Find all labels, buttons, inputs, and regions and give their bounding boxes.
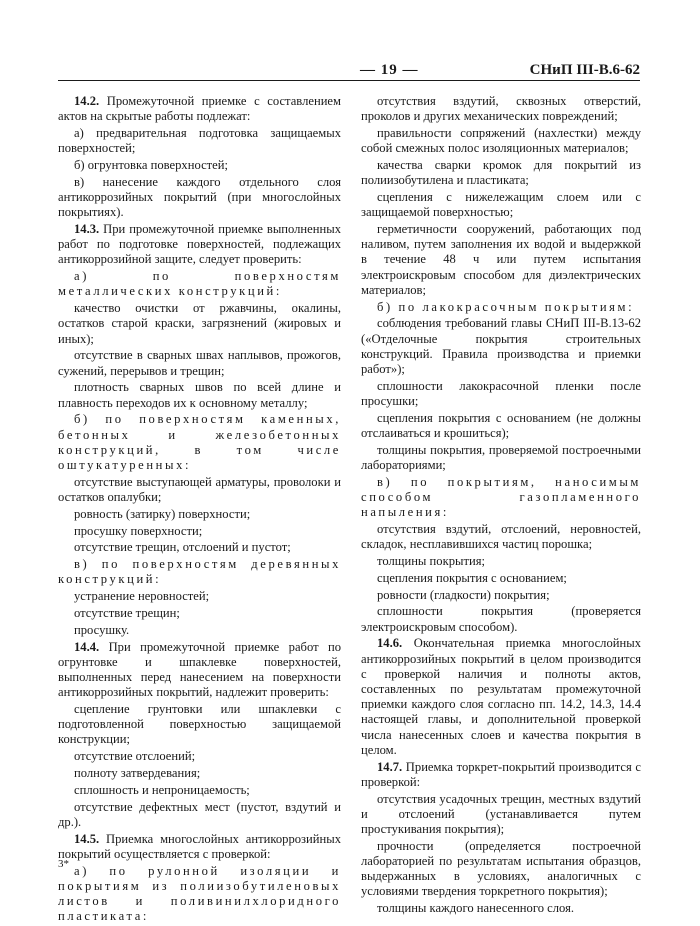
paragraph-text: отсутствие в сварных швах наплывов, прожогов, сужений, перерывов и трещин; (58, 348, 341, 378)
paragraph (58, 623, 341, 638)
paragraph-text: ровность (затирку) поверхности; (74, 506, 251, 521)
paragraph-text: б) огрунтовка поверхностей; (74, 158, 228, 172)
paragraph (361, 300, 641, 315)
paragraph (58, 269, 341, 299)
paragraph-text: а) по рулонной изоляции и покрытиям из полиизобутиленовых листов и поливинилхлоридного пластиката: (58, 863, 341, 924)
paragraph-text: устранение неровностей; (74, 589, 210, 604)
paragraph-text: а) по поверхностям металлических конструкций: (58, 269, 341, 299)
paragraph (58, 606, 341, 621)
signature-mark: 3* (58, 858, 69, 870)
numbered-clause (361, 636, 641, 758)
paragraph (58, 126, 341, 156)
paragraph (361, 475, 641, 521)
paragraph (361, 222, 641, 298)
paragraph-text: сцепление грунтовки или шпаклевки с подготовленной поверхностью защищаемой конструкции; (58, 702, 341, 747)
paragraph-text: в) по поверхностям деревянных конструкций: (58, 557, 341, 587)
paragraph-text: просушку поверхности; (74, 523, 203, 538)
paragraph-text: сцепления покрытия с основанием (не должны отслаиваться и крошиться); (361, 410, 641, 441)
paragraph (58, 412, 341, 473)
paragraph-text: просушку. (74, 622, 130, 637)
paragraph-text: отсутствие трещин, отслоений и пустот; (74, 540, 291, 555)
paragraph (58, 475, 341, 505)
paragraph-text: отсутствие выступающей арматуры, проволоки и остатков опалубки; (58, 474, 341, 505)
paragraph-text: правильности сопряжений (нахлестки) между собой смежных полос изоляционных материалов; (361, 126, 641, 156)
paragraph (361, 158, 641, 188)
clause-number: 14.3. (74, 222, 100, 236)
paragraph (58, 348, 341, 378)
paragraph (58, 766, 341, 781)
paragraph-text: отсутствие дефектных мест (пустот, вздутий и др.). (58, 799, 341, 829)
paragraph-text: сплошности покрытия (проверяется электроискровым способом). (361, 604, 641, 634)
paragraph-text: качества сварки кромок для покрытий из полиизобутилена и пластиката; (361, 158, 641, 188)
paragraph-text: отсутствие трещин; (74, 606, 180, 620)
paragraph-text: полноту затвердевания; (74, 766, 201, 780)
paragraph (58, 524, 341, 539)
clause-number: 14.4. (74, 639, 100, 654)
paragraph-text: При промежуточной приемке работ по огрунтовке и шпаклевке поверхностей, выполненных перед нанесением на поверхности антикоррозийных покрытий, надлежит проверить: (58, 639, 341, 700)
page-number: — 19 — (360, 62, 419, 78)
paragraph (361, 379, 641, 409)
paragraph (58, 158, 341, 173)
paragraph-text: толщины покрытия; (377, 554, 485, 569)
paragraph-text: отсутствие отслоений; (74, 749, 196, 764)
paragraph-text: в) нанесение каждого отдельного слоя антикоррозийных покрытий (при многослойных покрытиях). (58, 174, 341, 220)
paragraph (58, 540, 341, 555)
paragraph (58, 301, 341, 347)
paragraph (361, 792, 641, 838)
paragraph (361, 443, 641, 473)
document-code: СНиП III-В.6-62 (529, 62, 640, 78)
paragraph (361, 554, 641, 569)
paragraph-text: Окончательная приемка многослойных антикоррозийных покрытий в целом производится с проверкой наличия и полноты актов, составленных по результатам промежуточной приемки каждого слоя согласно пп. 14.2, 14.3, 14.4 настоящей главы, и дополнительной проверкой числа нанесенных слоев и качества покрытия в целом. (361, 636, 641, 757)
clause-number: 14.6. (377, 636, 403, 651)
paragraph (58, 175, 341, 221)
paragraph-text: ровности (гладкости) покрытия; (377, 587, 550, 602)
paragraph (361, 522, 641, 552)
paragraph-text: сплошность и непроницаемость; (74, 782, 250, 797)
paragraph (58, 702, 341, 748)
paragraph (361, 604, 641, 634)
paragraph-text: герметичности сооружений, работающих под наливом, путем заполнения их водой и выдержкой в течение 48 ч или путем испытания электроискровым способом для диэлектрических материалов; (361, 222, 641, 297)
numbered-clause (58, 222, 341, 268)
paragraph-text: При промежуточной приемке выполненных работ по подготовке поверхностей, подлежащих антикоррозийной защите, следует проверить: (58, 222, 341, 267)
paragraph (58, 864, 341, 925)
paragraph (58, 507, 341, 522)
paragraph (58, 589, 341, 604)
paragraph (58, 380, 341, 410)
paragraph-text: б) по лакокрасочным покрытиям: (377, 299, 635, 314)
paragraph-text: плотность сварных швов по всей длине и плавность переходов их к основному металлу; (58, 380, 341, 410)
paragraph-text: сплошности лакокрасочной пленки после просушки; (361, 378, 641, 409)
clause-number: 14.5. (74, 831, 100, 846)
paragraph (361, 316, 641, 377)
numbered-clause (58, 832, 341, 862)
right-column (361, 94, 641, 918)
paragraph-text: сцепления с нижележащим слоем или с защищаемой поверхностью; (361, 190, 641, 220)
left-column (58, 94, 341, 926)
paragraph (361, 190, 641, 220)
paragraph (361, 839, 641, 900)
paragraph (361, 571, 641, 586)
paragraph (361, 588, 641, 603)
paragraph (361, 901, 641, 916)
paragraph-text: отсутствия усадочных трещин, местных вздутий и отслоений (устанавливается путем простукивания покрытия); (361, 791, 641, 837)
paragraph (58, 800, 341, 830)
paragraph-text: отсутствия вздутий, отслоений, неровностей, складок, несплавившихся частиц порошка; (361, 522, 641, 552)
paragraph (58, 749, 341, 764)
paragraph (58, 557, 341, 587)
paragraph-text: а) предварительная подготовка защищаемых поверхностей; (58, 126, 341, 156)
paragraph-text: Приемка торкрет-покрытий производится с проверкой: (361, 759, 641, 789)
numbered-clause (58, 640, 341, 701)
paragraph-text: качество очистки от ржавчины, окалины, остатков старой краски, загрязнений (жировых и иных); (58, 301, 341, 346)
numbered-clause (58, 94, 341, 124)
paragraph (361, 411, 641, 441)
clause-number: 14.2. (74, 94, 100, 108)
paragraph-text: отсутствия вздутий, сквозных отверстий, проколов и других механических повреждений; (361, 94, 641, 124)
paragraph (361, 126, 641, 156)
paragraph-text: Приемка многослойных антикоррозийных покрытий осуществляется с проверкой: (58, 831, 341, 861)
paragraph-text: прочности (определяется построечной лабораторией по результатам испытания образцов, выдержанных в условиях, аналогичных с условиями твердения торкретного покрытия); (361, 838, 641, 899)
paragraph-text: соблюдения требований главы СНиП III-В.13-62 («Отделочные покрытия строительных конструкций. Правила производства и приемки работ»); (361, 316, 641, 377)
paragraph-text: б) по поверхностям каменных, бетонных и железобетонных конструкций, в том числе оштукатуренных: (58, 412, 341, 473)
paragraph-text: Промежуточной приемке с составлением актов на скрытые работы подлежат: (58, 94, 341, 124)
paragraph-text: сцепления покрытия с основанием; (377, 570, 567, 585)
paragraph-text: в) по покрытиям, наносимым способом газопламенного напыления: (361, 474, 641, 520)
numbered-clause (361, 760, 641, 790)
paragraph (361, 94, 641, 124)
clause-number: 14.7. (377, 759, 403, 774)
paragraph-text: толщины покрытия, проверяемой построечными лабораториями; (361, 442, 641, 473)
page-header (58, 60, 640, 81)
paragraph-text: толщины каждого нанесенного слоя. (377, 901, 575, 916)
paragraph (58, 783, 341, 798)
